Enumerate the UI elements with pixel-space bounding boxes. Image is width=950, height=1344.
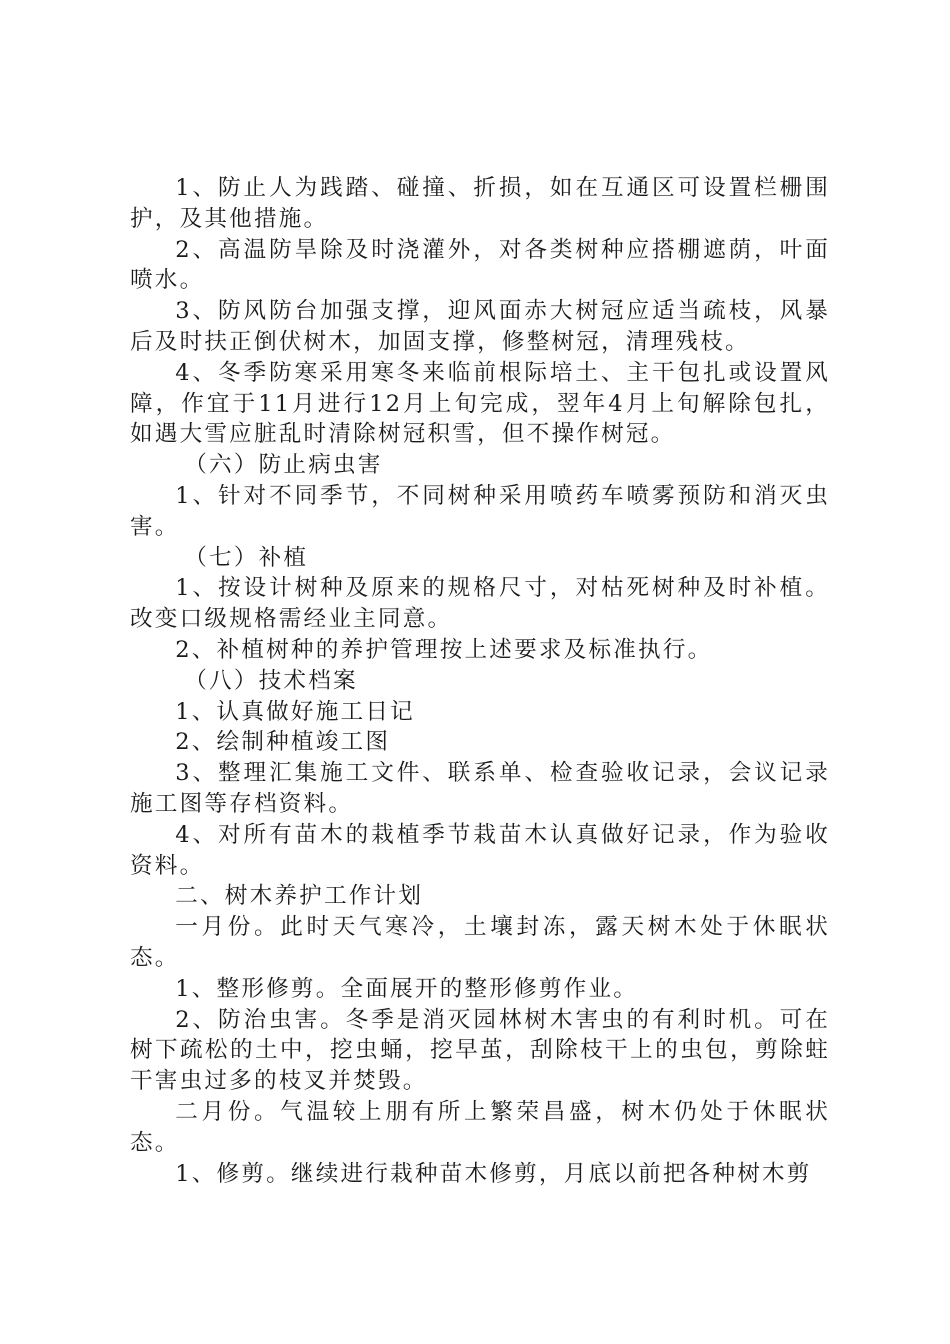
paragraph: 4、冬季防寒采用寒冬来临前根际培土、主干包扎或设置风障，作宜于11月进行12月上旬完成，翌年4月上旬解除包扎，如遇大雪应脏乱时清除树冠积雪，但不操作树冠。 xyxy=(130,359,830,448)
paragraph: 2、绘制种植竣工图 xyxy=(175,729,391,756)
paragraph: 1、针对不同季节，不同树种采用喷药车喷雾预防和消灭虫害。 xyxy=(130,482,830,540)
section-heading: （六）防止病虫害 xyxy=(184,452,383,479)
paragraph: 1、认真做好施工日记 xyxy=(175,698,415,725)
paragraph: 3、防风防台加强支撑，迎风面赤大树冠应适当疏枝，风暴后及时扶正倒伏树木，加固支撑，修整树冠，清理残枝。 xyxy=(130,298,830,355)
paragraph: 一月份。此时天气寒冷，土壤封冻，露天树木处于休眠状态。 xyxy=(130,914,830,971)
chapter-heading: 二、树木养护工作计划 xyxy=(175,883,424,910)
paragraph: 二月份。气温较上朋有所上繁荣昌盛，树木仍处于休眠状态。 xyxy=(130,1098,830,1156)
document-body xyxy=(130,173,830,1189)
paragraph: 1、按设计树种及原来的规格尺寸，对枯死树种及时补植。改变口级规格需经业主同意。 xyxy=(130,575,830,633)
section-heading: （七）补植 xyxy=(184,544,309,571)
paragraph: 1、整形修剪。全面展开的整形修剪作业。 xyxy=(175,975,639,1002)
paragraph: 1、防止人为践踏、碰撞、折损，如在互通区可设置栏栅围护，及其他措施。 xyxy=(130,175,830,232)
paragraph: 4、对所有苗木的栽植季节栽苗木认真做好记录，作为验收资料。 xyxy=(130,821,830,879)
paragraph: 2、防治虫害。冬季是消灭园林树木害虫的有利时机。可在树下疏松的土中，挖虫蛹，挖早茧，刮除枝干上的虫包，剪除蛀干害虫过多的枝叉并焚毁。 xyxy=(130,1006,830,1095)
paragraph: 2、高温防旱除及时浇灌外，对各类树种应搭棚遮荫，叶面喷水。 xyxy=(130,236,830,294)
paragraph: 3、整理汇集施工文件、联系单、检查验收记录，会议记录施工图等存档资料。 xyxy=(130,760,830,817)
paragraph: 1、修剪。继续进行栽种苗木修剪，月底以前把各种树木剪 xyxy=(175,1160,812,1187)
section-heading: （八）技术档案 xyxy=(184,667,358,694)
paragraph: 2、补植树种的养护管理按上述要求及标准执行。 xyxy=(175,636,713,663)
